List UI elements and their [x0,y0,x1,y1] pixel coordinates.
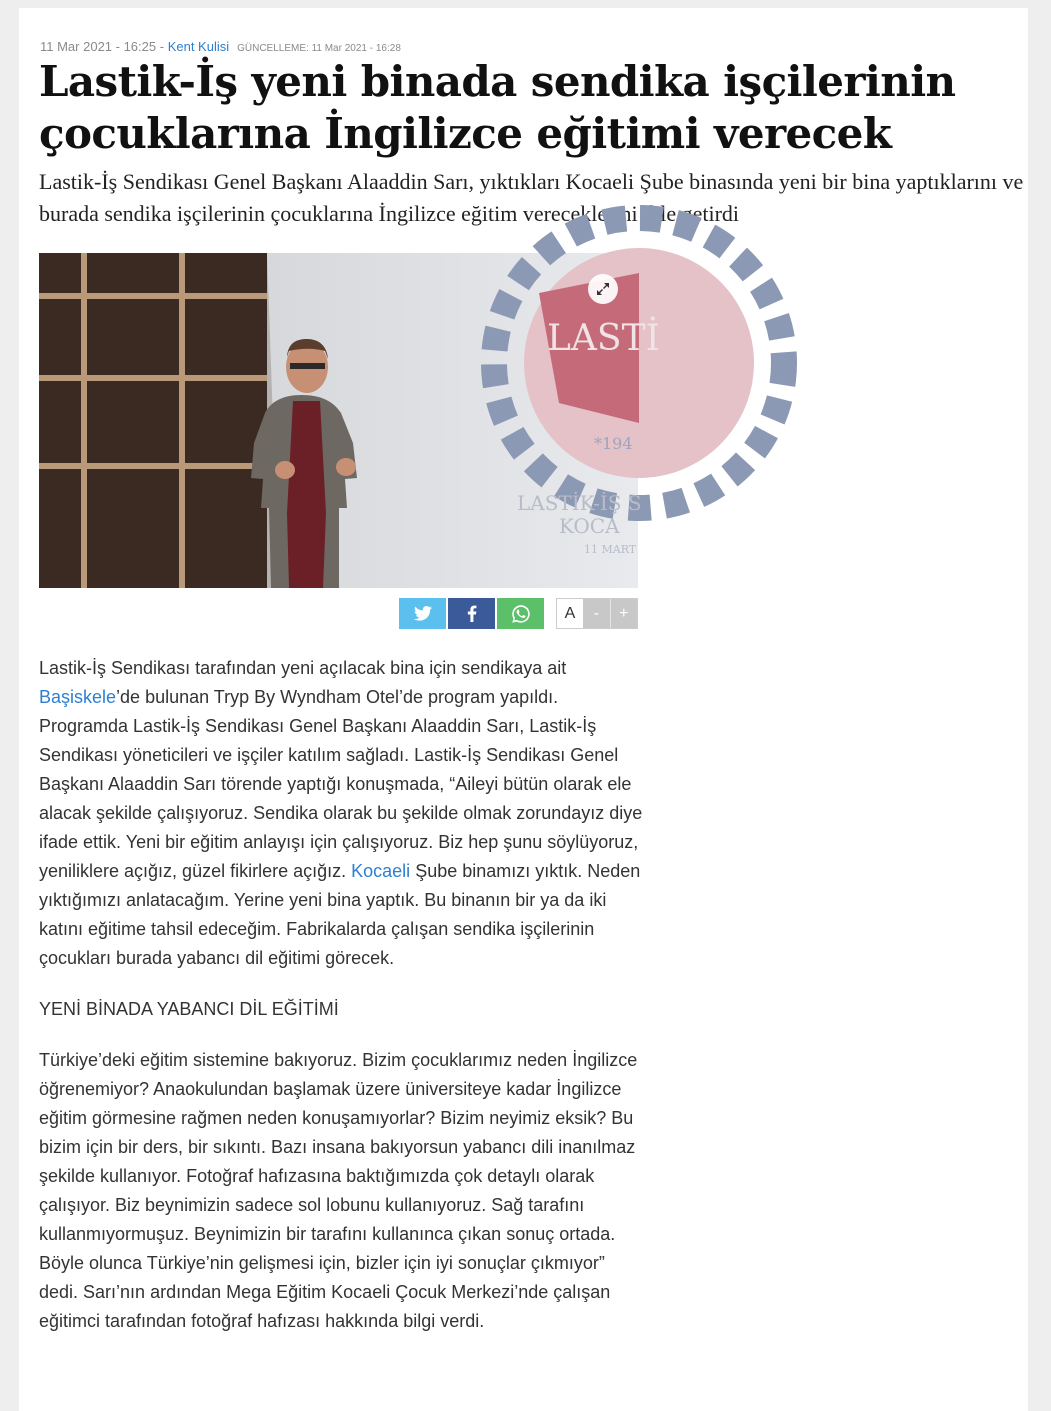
banner-text-5: 11 MART [584,543,637,556]
body-paragraph-2: Türkiye’deki eğitim sistemine bakıyoruz. Bizim çocuklarımız neden İngilizce öğrenemiyor? Anaokulundan başlamak üzere üniversiteye kadar İngilizce eğitim görmesine rağmen neden konuşamıyorlar? Bizim neyimiz eksik? Bu bizim için bir ders, bir sıkıntı. Bazı insana bakıyorsun yabancı dili inanılmaz şekilde kullanıyor. Fotoğraf hafızasına baktığımızda çok detaylı olarak çalışıyor. Biz beynimizin sadece sol lobunu kullanıyoruz. Sağ tarafını kullanmıyormuşuz. Beynimizin bir tarafını kullanınca çıkan sonuç ortada. Böyle olunca Türkiye’nin gelişmesi için, bizler için iyi sonuçlar çıkmıyor” dedi. Sarı’nın ardından Mega Eğitim Kocaeli Çocuk Merkezi’nde çalışan eğitimci tarafından fotoğraf hafızası hakkında bilgi verdi. [39,1050,638,1331]
category-link[interactable]: Kent Kulisi [167,39,230,54]
expand-icon [596,282,610,296]
meta-separator: - [156,39,168,54]
body-text: Lastik-İş Sendikası tarafından yeni açılacak bina için sendikaya ait [39,658,567,678]
body-subheading: YENİ BİNADA YABANCI DİL EĞİTİMİ [39,999,339,1019]
font-size-controls [556,598,638,629]
article-photo[interactable] [39,253,660,588]
body-text: ’de bulunan Tryp By Wyndham Otel’de program yapıldı. Programda Lastik-İş Sendikası Genel Başkanı Alaaddin Sarı, Lastik-İş Sendikası yöneticileri ve işçiler katılım sağladı. Lastik-İş Sendikası Genel Başkanı Alaaddin Sarı törende yaptığı konuşmada, “Aileyi bütün olarak ele alacak şekilde çalışıyoruz. Sendika olarak bu şekilde olmak zorundayız diye ifade ettik. Yeni bir eğitim anlayışı için çalışıyoruz. Biz hep şunu söylüyoruz, yeniliklere açığız, güzel fikirlere açığız. [39,687,643,881]
facebook-icon [467,605,477,622]
banner-text-1: LASTİ [547,318,660,359]
facebook-share-button[interactable] [448,598,495,629]
publish-date: 11 Mar 2021 - 16:25 [40,39,157,54]
updated-date: GÜNCELLEME: 11 Mar 2021 - 16:28 [237,43,401,54]
banner-text-2: *194 [594,434,633,453]
banner-text-4: KOCA [559,514,620,538]
photo-scene [39,253,660,588]
article-summary: Lastik-İş Sendikası Genel Başkanı Alaaddin Sarı, yıktıkları Kocaeli Şube binasında yeni bir bina yaptıklarını ve burada sendika işçilerinin çocuklarına İngilizce eğitim vereceklerini dile getirdi [39,169,1024,226]
font-size-increase-button[interactable]: + [610,599,638,628]
whatsapp-share-button[interactable] [497,598,544,629]
font-size-label: A [557,599,583,628]
tag-link-kocaeli[interactable]: Kocaeli [351,861,411,881]
banner-text-3: LASTİK-İŞ S [517,491,642,515]
expand-image-button[interactable] [588,274,618,304]
twitter-icon [414,606,432,621]
article-title: Lastik-İş yeni binada sendika işçilerinin çocuklarına İngilizce eğitimi verecek [39,57,956,158]
twitter-share-button[interactable] [399,598,446,629]
whatsapp-icon [511,604,531,624]
body-paragraph-1 [39,654,644,973]
article-meta [40,39,401,54]
article-body [39,654,644,1336]
font-size-decrease-button[interactable]: - [583,599,610,628]
article-card [19,8,1028,1411]
body-text: Şube binamızı yıktık. Neden yıktığımızı anlatacağım. Yerine yeni bina yaptık. Bu binanın bir ya da iki katını eğitime tahsil edeceğim. Fabrikalarda çalışan sendika işçilerinin çocukları burada yabancı dil eğitimi görecek. [39,861,641,968]
tag-link-basiskele[interactable]: Başiskele [39,687,117,707]
